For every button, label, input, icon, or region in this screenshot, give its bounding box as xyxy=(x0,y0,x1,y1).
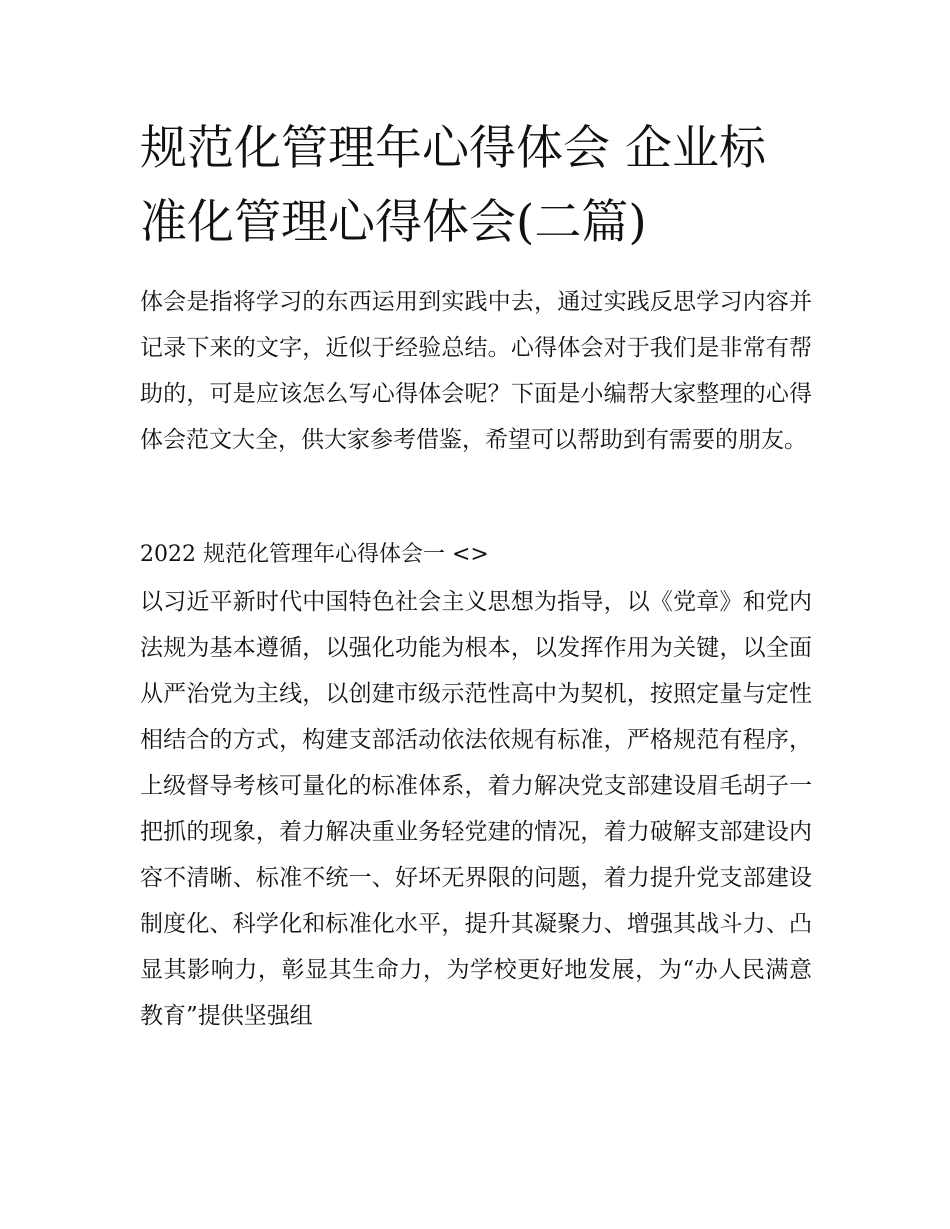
intro-paragraph: 体会是指将学习的东西运用到实践中去，通过实践反思学习内容并记录下来的文字，近似于经验总结。心得体会对于我们是非常有帮助的，可是应该怎么写心得体会呢？下面是小编帮大家整理的心得体会范文大全，供大家参考借鉴，希望可以帮助到有需要的朋友。 xyxy=(140,289,812,453)
section-body-paragraph: 以习近平新时代中国特色社会主义思想为指导，以《党章》和党内法规为基本遵循，以强化功能为根本，以发挥作用为关键，以全面从严治党为主线，以创建市级示范性高中为契机，按照定量与定性相结合的方式，构建支部活动依法依规有标准，严格规范有程序，上级督导考核可量化的标准体系，着力解决党支部建设眉毛胡子一把抓的现象，着力解决重业务轻党建的情况，着力破解支部建设内容不清晰、标准不统一、好坏无界限的问题，着力提升党支部建设制度化、科学化和标准化水平，提升其凝聚力、增强其战斗力、凸显其影响力，彰显其生命力，为学校更好地发展，为“办人民满意教育”提供坚强组 xyxy=(140,589,812,1029)
section-heading: 2022 规范化管理年心得体会一 <> xyxy=(140,542,489,567)
document-title: 规范化管理年心得体会 企业标准化管理心得体会(二篇) xyxy=(140,121,766,250)
